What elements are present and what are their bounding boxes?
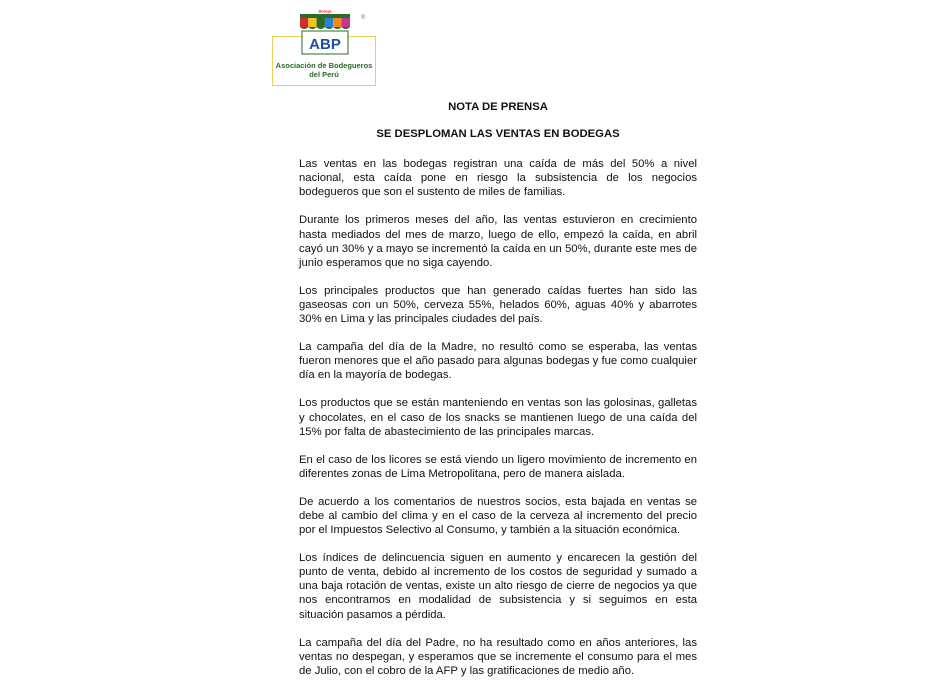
paragraph-9: La campaña del día del Padre, no ha resultado como en años anteriores, las ventas no despegan, y esperamos que se incremente el consumo para el mes de Julio, con el cobro de la AFP y las gratificaciones de medio año.: [299, 636, 697, 677]
logo-top-text: Bodega: [318, 9, 332, 14]
paragraph-8: Los índices de delincuencia siguen en aumento y encarecen la gestión del punto de venta, debido al incremento de los costos de seguridad y sumado a una baja rotación de ventas, existe un alto riesgo de cierre de negocios ya que nos encontramos en modalidad de subsistencia y si seguimos en esta situación pasamos a pérdida.: [299, 552, 697, 621]
storefront-icon: [294, 8, 356, 60]
paragraph-4: La campaña del día de la Madre, no resultó como se esperaba, las ventas fueron menores que el año pasado para algunas bodegas y fue como cualquier día en la mayoría de bodegas.: [299, 341, 697, 382]
abp-logo: [272, 8, 378, 88]
document-title: NOTA DE PRENSA: [448, 101, 548, 113]
logo-initials: ABP: [309, 36, 341, 53]
logo-name-line1: Asociación de Bodegueros: [275, 61, 373, 70]
paragraph-5: Los productos que se están manteniendo en ventas son las golosinas, galletas y chocolates, en el caso de los snacks se mantienen luego de una caída del 15% por falta de abastecimiento de las principales marcas.: [299, 397, 697, 438]
paragraph-7: De acuerdo a los comentarios de nuestros socios, esta bajada en ventas se debe al cambio del clima y en el caso de la cerveza al incremento del precio por el Impuestos Selectivo al Consumo, y también a la situación económica.: [299, 495, 697, 537]
registered-mark: ®: [361, 15, 366, 21]
press-release-document: [299, 100, 697, 692]
paragraph-1: Las ventas en las bodegas registran una caída de más del 50% a nivel nacional, esta caída pone en riesgo la subsistencia de los negocios bodegueros que son el sustento de miles de familias.: [299, 158, 697, 199]
paragraph-3: Los principales productos que han generado caídas fuertes han sido las gaseosas con un 50%, cerveza 55%, helados 60%, aguas 40% y abarrotes 30% en Lima y las principales ciudades del país.: [299, 284, 697, 326]
document-subtitle: SE DESPLOMAN LAS VENTAS EN BODEGAS: [376, 128, 620, 141]
paragraph-2: Durante los primeros meses del año, las ventas estuvieron en crecimiento hasta mediados del mes de marzo, luego de ello, empezó la caída, en abril cayó un 30% y a mayo se incrementó la caída en un 50%, durante este mes de junio esperamos que no siga cayendo.: [299, 214, 697, 269]
logo-caption: [272, 61, 376, 79]
paragraph-6: En el caso de los licores se está viendo un ligero movimiento de incremento en diferentes zonas de Lima Metropolitana, pero de manera aislada.: [299, 453, 697, 480]
logo-name-line2: del Perú: [309, 70, 339, 79]
